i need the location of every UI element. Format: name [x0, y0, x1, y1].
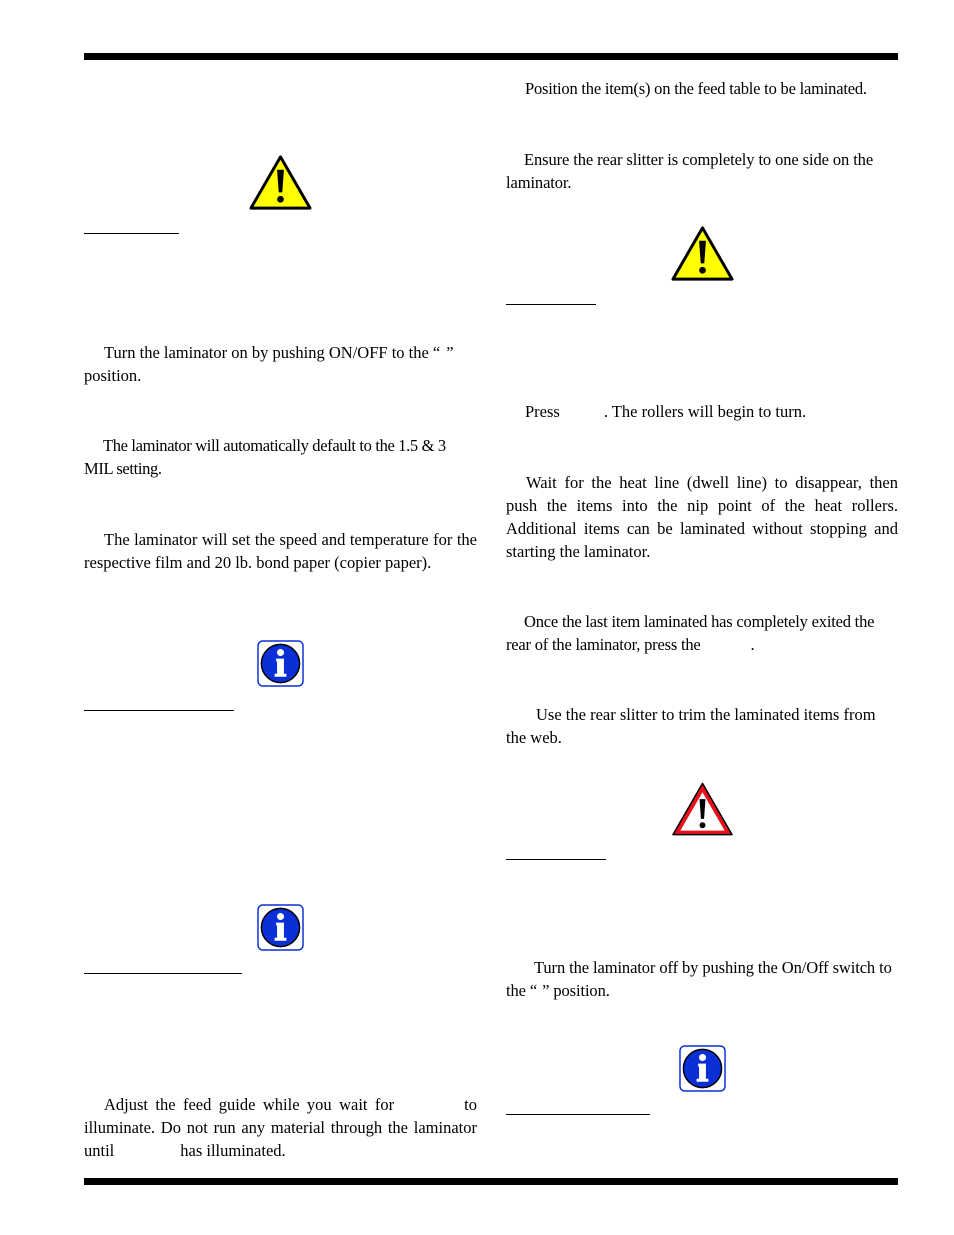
step-position-items: Position the item(s) on the feed table to be laminated.: [525, 79, 867, 98]
note-heading-underline: [506, 1114, 650, 1115]
warning-heading-underline: [506, 859, 606, 860]
step-power-off-text-before: Turn the laminator off by pushing the On/Off switch to the “: [506, 958, 892, 1000]
step-default-setting: The laminator will automatically default to the 1.5 & 3 MIL setting.: [84, 436, 446, 478]
information-icon: [679, 1045, 726, 1092]
step-power-on-text-before: Turn the laminator on by pushing ON/OFF to the “: [104, 343, 441, 362]
step-last-item: [506, 610, 898, 656]
step-last-item-text-after: .: [750, 635, 755, 654]
step-feed-guide: [84, 1093, 477, 1162]
step-press: [506, 400, 898, 423]
step-heat-line: Wait for the heat line (dwell line) to disappear, then push the items into the nip point of the heat rollers. Additional items can be laminated without stopping and starting the laminator.: [506, 473, 898, 561]
caution-heading-underline: [506, 304, 596, 305]
step-feed-guide-text-1: Adjust the feed guide while you wait for: [104, 1095, 395, 1114]
step-speed-temp: The laminator will set the speed and temperature for the respective film and 20 lb. bond paper (copier paper).: [84, 530, 477, 572]
bottom-rule: [84, 1178, 898, 1185]
step-slitter-side: Ensure the rear slitter is completely to one side on the laminator.: [506, 150, 874, 192]
step-power-on-text-after: ” position.: [84, 343, 454, 385]
warning-triangle-icon: [671, 781, 734, 837]
step-power-off-text-after: ” position.: [542, 981, 610, 1000]
note-heading-underline: [84, 973, 242, 974]
caution-triangle-icon: [249, 154, 312, 211]
step-press-text-before: Press: [525, 402, 560, 421]
caution-triangle-icon: [671, 225, 734, 282]
step-power-off: [506, 956, 898, 1002]
step-trim: Use the rear slitter to trim the laminated items from the web.: [506, 705, 876, 747]
information-icon: [257, 904, 304, 951]
step-press-text-after: . The rollers will begin to turn.: [603, 402, 807, 421]
step-power-on: [84, 341, 477, 387]
caution-heading-underline: [84, 233, 179, 234]
information-icon: [257, 640, 304, 687]
step-last-item-text-before: Once the last item laminated has completely exited the rear of the laminator, press the: [506, 612, 875, 654]
step-feed-guide-text-2: to illuminate. Do not run any material through the laminator until: [84, 1095, 477, 1160]
step-feed-guide-text-3: has illuminated.: [180, 1141, 286, 1160]
top-rule: [84, 53, 898, 60]
note-heading-underline: [84, 710, 234, 711]
